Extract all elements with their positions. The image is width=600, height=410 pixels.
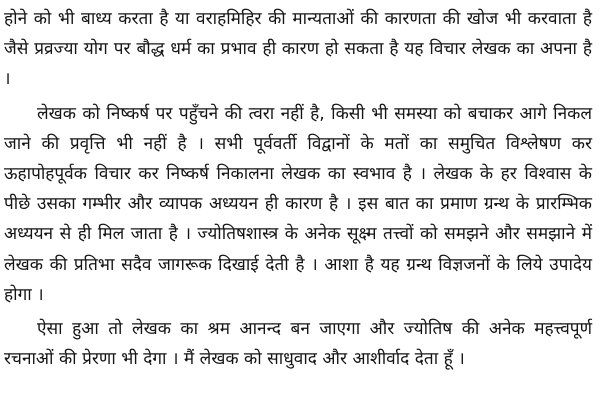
paragraph-continuation: होने को भी बाध्य करता है या वराहमिहिर की मान्यताओं की कारणता की खोज भी करवाता है जैसे प्रव्रज्या योग पर बौद्ध धर्म का प्रभाव ही कारण हो सकता है यह विचार लेखक का अपना है । (4, 9, 592, 90)
paragraph-closing-blessing: ऐसा हुआ तो लेखक का श्रम आनन्द बन जाएगा और ज्योतिष की अनेक महत्त्वपूर्ण रचनाओं की प्रेरणा भी देगा । मैं लेखक को साधुवाद और आशीर्वाद देता हूँ । (4, 319, 592, 370)
paragraph-author-analysis: लेखक को निष्कर्ष पर पहुँचने की त्वरा नहीं है, किसी भी समस्या को बचाकर आगे निकल जाने की प्रवृत्ति भी नहीं है । सभी पूर्ववर्ती विद्वानों के मतों का समुचित विश्लेषण कर ऊहापोहपूर्वक विचार कर निष्कर्ष निकालना लेखक का स्वभाव है । लेखक के हर विश्वास के पीछे उसका गम्भीर और व्यापक अध्ययन ही कारण है । इस बात का प्रमाण ग्रन्थ के प्रारम्भिक अध्ययन से ही मिल जाता है । ज्योतिषशास्त्र के अनेक सूक्ष्म तत्त्वों को समझने और समझाने में लेखक की प्रतिभा सदैव जागरूक दिखाई देती है । आशा है यह ग्रन्थ विज्ञजनों के लिये उपादेय होगा । (4, 103, 592, 305)
